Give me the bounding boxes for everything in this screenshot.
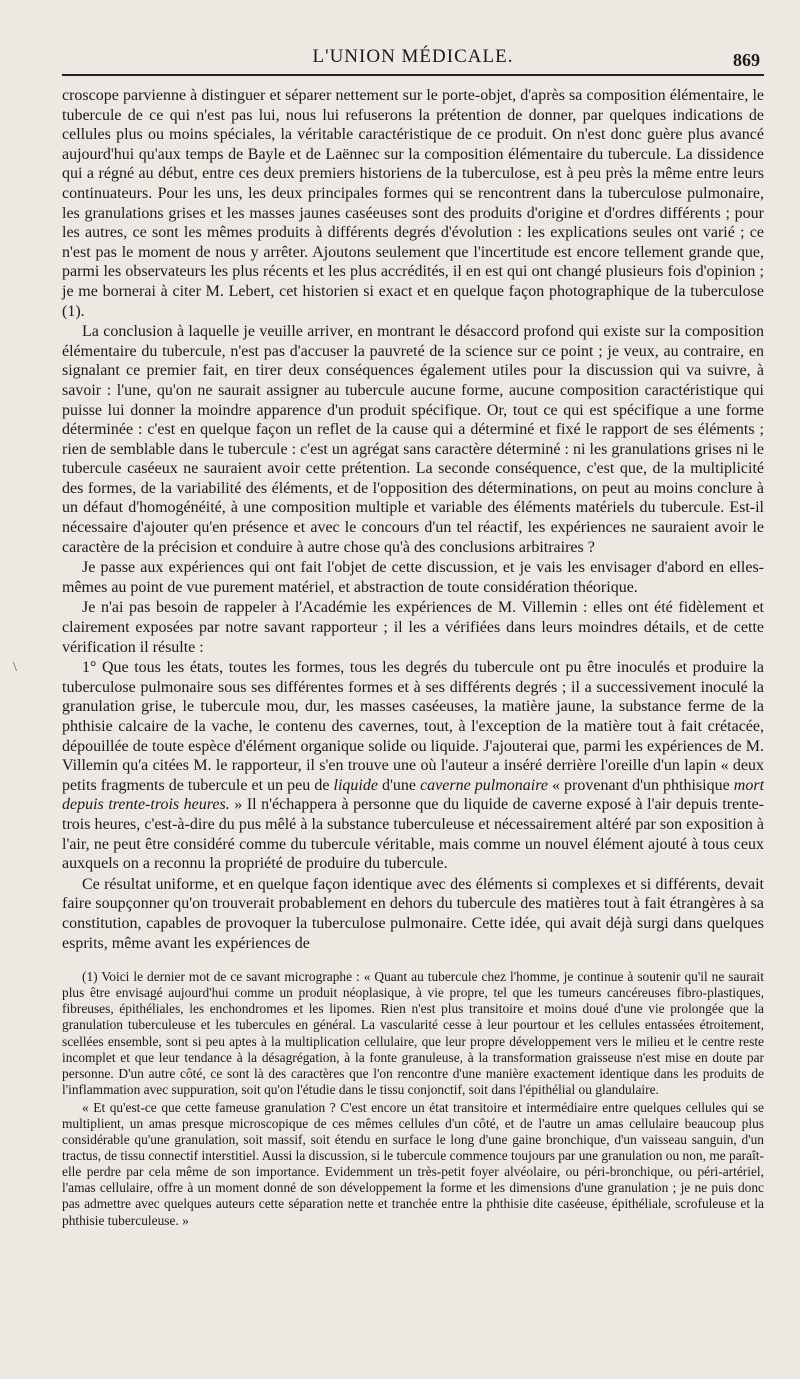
paragraph-2: La conclusion à laquelle je veuille arriver, en montrant le désaccord profond qui existe sur la composition élémentaire du tubercule, n'est pas d'accuser la pauvreté de la science sur ce point ; je veux, au contraire, en signalant ce premier fait, en tirer deux conséquences également utiles pour la discussion qui va suivre, à savoir : l'une, qu'on ne saurait assigner au tubercule aucune forme, aucune composition caractéristique qui puisse lui donner la moindre apparence d'un produit spécifique. Or, tout ce qui est spécifique a une forme déterminée : c'est en quelque façon un reflet de la cause qui a déterminé et fixé le rapport de ses éléments ; rien de semblable dans le tubercule : c'est un agrégat sans caractère déterminé : ni les granulations grises ni le tubercule caséeux ne sauraient avoir cette prétention. La seconde conséquence, c'est que, de la multiplicité des formes, de la variabilité des éléments, et de l'opposition des déterminations, on peut au moins conclure à un défaut d'homogénéité, à une composition multiple et variable des éléments matériels du tubercule. Est-il nécessaire d'ajouter qu'en présence et avec le concours d'un tel réactif, les expériences ne sauraient avoir le caractère de la précision et conduire à autre chose qu'à des conclusions arbitraires ? bbox=[62, 323, 764, 556]
paragraph-1: croscope parvienne à distinguer et séparer nettement sur le porte-objet, d'après sa composition élémentaire, le tubercule de ce qui n'est pas lui, nous lui refuserons la prétention de donner, par quelques indications de cellules plus ou moins spéciales, la véritable caractéristique de ce produit. On n'est donc guère plus avancé aujourd'hui qu'aux temps de Bayle et de Laënnec sur la composition élémentaire du tubercule. La dissidence qui a régné au début, entre ces deux premiers historiens de la tuberculose, est à peu près la même entre leurs continuateurs. Pour les uns, les deux principales formes qui se rencontrent dans la tuberculose pulmonaire, les granulations grises et les masses jaunes caséeuses sont des produits d'origine et d'ordres différents ; pour les autres, ce sont les mêmes produits à différents degrés d'évolution : les explications seules ont varié ; ce n'est pas le moment de nous y arrêter. Ajoutons seulement que l'incertitude est encore tellement grande que, parmi les observateurs les plus récents et les plus accrédités, il en est qui ont changé plusieurs fois d'opinion ; je me bornerai à citer M. Lebert, cet historien si exact et en quelque façon photographique de la tuberculose (1). bbox=[62, 87, 764, 320]
footnote-1-continued: « Et qu'est-ce que cette fameuse granulation ? C'est encore un état transitoire et intermédiaire entre quelques cellules qui se multiplient, un amas presque microscopique de ces mêmes cellules d'un côté, et de l'autre un amas cellulaire beaucoup plus considérable qu'une granulation, soit massif, soit étendu en surface le long d'une gaine bronchique, d'un vaisseau sanguin, d'un tractus, de tissu connectif interstitiel. Aussi la discussion, si le tubercule commence toujours par une granulation ou non, me paraît-elle perdre par cela même de son importance. Evidemment un très-petit foyer alvéolaire, ou péri-bronchique, ou péri-artériel, l'amas cellulaire, offre à un moment donné de son développement la forme et les dimensions d'une granulation ; je ne puis donc pas admettre avec quelques auteurs cette séparation nette et tranchée entre la phthisie dite caséeuse, épithéliale, scrofuleuse et la phthisie tuberculeuse. » bbox=[62, 1099, 764, 1228]
page-header bbox=[62, 38, 764, 72]
page-number: 869 bbox=[733, 50, 760, 70]
paragraph-5-text-a: 1° Que tous les états, toutes les formes, tous les degrés du tubercule ont pu être inoculés et produire la tuberculose pulmonaire sous ses différentes formes et à ses différents degrés ; il a successivement inoculé la granulation grise, le tubercule mou, dur, les masses caséeuses, la matière jaune, la substance ferme de la phthisie calcaire de la vache, le contenu des cavernes, tout, à l'exception de la matière tout à fait crétacée, dépouillée de toute espèce d'élément organique solide ou liquide. J'ajouterai que, parmi les expériences de M. Villemin qu'a citées M. le rapporteur, il s'en trouve une où l'auteur a inséré derrière l'oreille d'un lapin « deux petits fragments de tubercule et un peu de bbox=[62, 659, 764, 794]
paragraph-5-text-d: » Il n'échappera à personne que du liquide de caverne exposé à l'air depuis trente-trois heures, c'est-à-dire du pus mêlé à la substance tuberculeuse et nécessairement altéré par son exposition à l'air, ne peut être considéré comme du tubercule véritable, mais comme un nouvel élément ajouté à tous ceux auxquels on a reconnu la propriété de produire du tubercule. bbox=[62, 796, 765, 873]
margin-mark: \ bbox=[13, 660, 17, 675]
header-rule bbox=[62, 74, 764, 76]
paragraph-5 bbox=[62, 658, 764, 874]
paragraph-5-text-c: « provenant d'un phthisique bbox=[547, 776, 734, 794]
paragraph-5-text-b: d'une bbox=[377, 776, 421, 794]
paragraph-6: Ce résultat uniforme, et en quelque façon identique avec des éléments si complexes et si différents, devait faire soupçonner qu'on trouverait probablement en dehors du tubercule des matières tout à fait étrangères à sa constitution, capables de provoquer la tuberculose pulmonaire. Cette idée, qui avait déjà surgi dans quelques esprits, même avant les expériences de bbox=[62, 875, 764, 952]
paragraph-5-italic-3: mort depuis trente-trois heures. bbox=[62, 776, 765, 814]
footnotes bbox=[62, 969, 764, 1229]
paragraph-5-italic-1: liquide bbox=[333, 776, 378, 794]
paragraph-5-italic-2: caverne pulmonaire bbox=[420, 776, 548, 794]
running-title: L'UNION MÉDICALE. bbox=[312, 46, 514, 67]
main-text bbox=[62, 86, 764, 953]
paragraph-4: Je n'ai pas besoin de rappeler à l'Académie les expériences de M. Villemin : elles ont été fidèlement et clairement exposées par notre savant rapporteur ; il les a vérifiées dans leurs moindres détails, et de cette vérification il résulte : bbox=[62, 599, 764, 656]
paragraph-3: Je passe aux expériences qui ont fait l'objet de cette discussion, et je vais les envisager d'abord en elles-mêmes au point de vue purement matériel, et abstraction de toute considération théorique. bbox=[62, 559, 764, 596]
footnote-1: (1) Voici le dernier mot de ce savant micrographe : « Quant au tubercule chez l'homme, je continue à soutenir qu'il ne saurait plus être envisagé aujourd'hui comme un produit néoplasique, à vie propre, tel que les tumeurs cancéreuses fibro-plastiques, fibreuses, épithéliales, les enchondromes et les lipomes. Rien n'est plus transitoire et moins doué d'une vie prolongée que la granulation tuberculeuse et les tubercules en général. La vascularité cesse à leur pourtour et les cellules entassées étroitement, scellées ensemble, sont si peu aptes à la multiplication cellulaire, que leur propre développement vers le milieu et le centre reste incomplet et que leur tendance à la désagrégation, à la fonte granuleuse, à la transformation graisseuse n'est mise en doute par personne. D'un autre côté, ce sont là des caractères que l'on rencontre d'une manière exactement identique dans les produits de l'inflammation avec suppuration, soit qu'on l'étudie dans le tissu conjonctif, soit dans l'épithélial ou glandulaire. bbox=[62, 969, 764, 1097]
